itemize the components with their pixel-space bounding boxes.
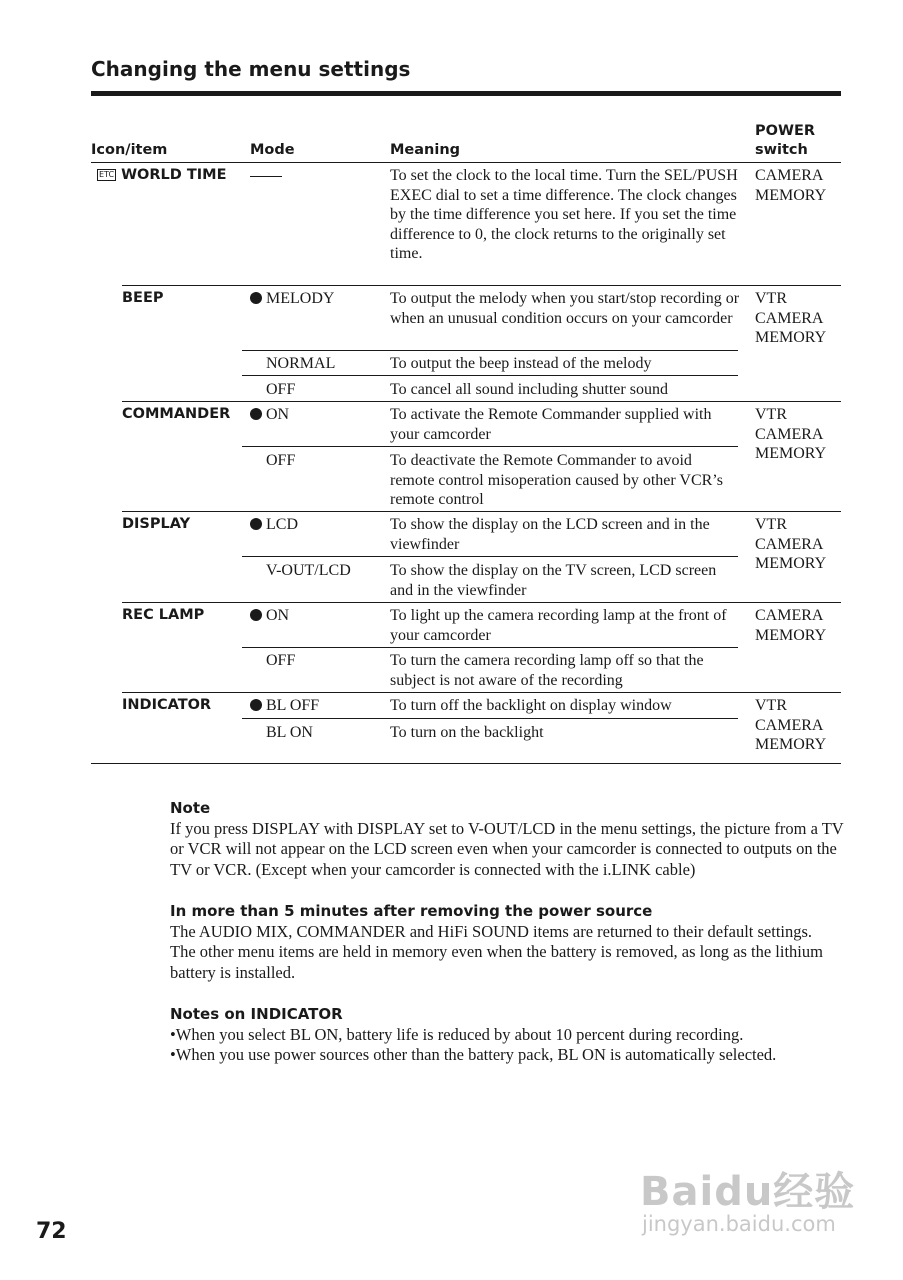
- page-number: 72: [36, 1219, 67, 1244]
- notes-section: [170, 798, 850, 1066]
- meaning-rec-lamp-on: To light up the camera recording lamp at the front of your camcorder: [390, 607, 727, 644]
- mode-rule: [242, 647, 738, 648]
- indicator-bullet: •When you use power sources other than the battery pack, BL ON is automatically selected.: [170, 1045, 777, 1064]
- default-dot: [250, 609, 262, 621]
- indicator-notes-heading: Notes on INDICATOR: [170, 1005, 343, 1023]
- page-title: Changing the menu settings: [91, 57, 411, 81]
- power-source-heading: In more than 5 minutes after removing the power source: [170, 902, 653, 920]
- meaning-lcd: To show the display on the LCD screen and in the viewfinder: [390, 516, 710, 553]
- mode-commander-off: OFF: [266, 452, 296, 469]
- note-heading: Note: [170, 799, 211, 817]
- meaning-beep-off: To cancel all sound including shutter sound: [390, 381, 668, 398]
- mode-bl-on: BL ON: [266, 724, 313, 741]
- power-rec-lamp: CAMERA MEMORY: [755, 607, 827, 644]
- power-commander: VTR CAMERA MEMORY: [755, 406, 827, 462]
- mode-rule: [242, 446, 738, 447]
- default-dot: [250, 699, 262, 711]
- mode-bl-off: BL OFF: [250, 696, 319, 716]
- mode-rule: [242, 375, 738, 376]
- row-item-indicator: INDICATOR: [122, 697, 212, 713]
- meaning-normal: To output the beep instead of the melody: [390, 355, 652, 372]
- mode-rec-lamp-on: ON: [250, 606, 289, 626]
- row-item-rec-lamp: REC LAMP: [122, 607, 205, 623]
- row-rule: [122, 692, 841, 693]
- table-bottom-rule: [91, 763, 841, 764]
- header-icon-item: Icon/item: [91, 142, 168, 158]
- mode-commander-on: ON: [250, 405, 289, 425]
- row-rule: [122, 511, 841, 512]
- row-item-display: DISPLAY: [122, 516, 191, 532]
- row-rule: [122, 602, 841, 603]
- power-display: VTR CAMERA MEMORY: [755, 516, 827, 572]
- indicator-bullet: •When you select BL ON, battery life is reduced by about 10 percent during recording.: [170, 1024, 744, 1044]
- mode-dash: [250, 176, 282, 177]
- power-source-text-1: The AUDIO MIX, COMMANDER and HiFi SOUND items are returned to their default settings.: [170, 921, 813, 941]
- row-rule: [122, 401, 841, 402]
- watermark-logo: Baidu经验: [640, 1169, 856, 1215]
- default-dot: [250, 292, 262, 304]
- default-dot: [250, 518, 262, 530]
- mode-lcd: LCD: [250, 515, 298, 535]
- meaning-commander-on: To activate the Remote Commander supplied with your camcorder: [390, 406, 712, 443]
- row-rule: [122, 285, 841, 286]
- mode-normal: NORMAL: [266, 355, 336, 372]
- etc-icon: ETC: [99, 170, 115, 179]
- meaning-commander-off: To deactivate the Remote Commander to avoid remote control misoperation caused by other VCR’s remote control: [390, 452, 723, 508]
- mode-rec-lamp-off: OFF: [266, 652, 296, 669]
- mode-rule: [242, 556, 738, 557]
- mode-rule: [242, 350, 738, 351]
- meaning-bl-on: To turn on the backlight: [390, 724, 544, 741]
- row-item-beep: BEEP: [122, 290, 164, 306]
- header-mode: Mode: [250, 142, 295, 158]
- mode-beep-off: OFF: [266, 381, 296, 398]
- row-item-commander: COMMANDER: [122, 406, 231, 422]
- mode-rule: [242, 718, 738, 719]
- power-beep: VTR CAMERA MEMORY: [755, 290, 827, 346]
- meaning-world-time: To set the clock to the local time. Turn the SEL/PUSH EXEC dial to set a time difference. The clock changes by the time difference you set here. If you set the time difference to 0, the clock returns to the originally set time.: [390, 167, 738, 262]
- note-text: If you press DISPLAY with DISPLAY set to V-OUT/LCD in the menu settings, the picture from a TV or VCR will not appear on the LCD screen even when your camcorder is connected to outputs on the TV or VCR. (Except when your camcorder is connected with the i.LINK cable): [170, 818, 844, 879]
- title-rule: [91, 91, 841, 96]
- header-meaning: Meaning: [390, 142, 461, 158]
- header-power-line1: POWER: [755, 123, 816, 139]
- power-indicator: VTR CAMERA MEMORY: [755, 697, 827, 753]
- power-world-time: CAMERA MEMORY: [755, 167, 827, 204]
- meaning-v-out-lcd: To show the display on the TV screen, LCD screen and in the viewfinder: [390, 562, 717, 599]
- meaning-bl-off: To turn off the backlight on display window: [390, 697, 672, 714]
- power-source-text-2: The other menu items are held in memory even when the battery is removed, as long as the lithium battery is installed.: [170, 942, 823, 982]
- mode-v-out-lcd: V-OUT/LCD: [266, 562, 351, 579]
- meaning-melody: To output the melody when you start/stop recording or when an unusual condition occurs on your camcorder: [390, 290, 740, 327]
- header-power-line2: switch: [755, 142, 808, 158]
- watermark: [640, 1160, 856, 1236]
- watermark-url: jingyan.baidu.com: [642, 1212, 836, 1236]
- row-item-world-time: ETC WORLD TIME: [99, 167, 227, 183]
- default-dot: [250, 408, 262, 420]
- meaning-rec-lamp-off: To turn the camera recording lamp off so that the subject is not aware of the recording: [390, 652, 704, 689]
- mode-melody: MELODY: [250, 289, 334, 309]
- header-rule: [91, 162, 841, 163]
